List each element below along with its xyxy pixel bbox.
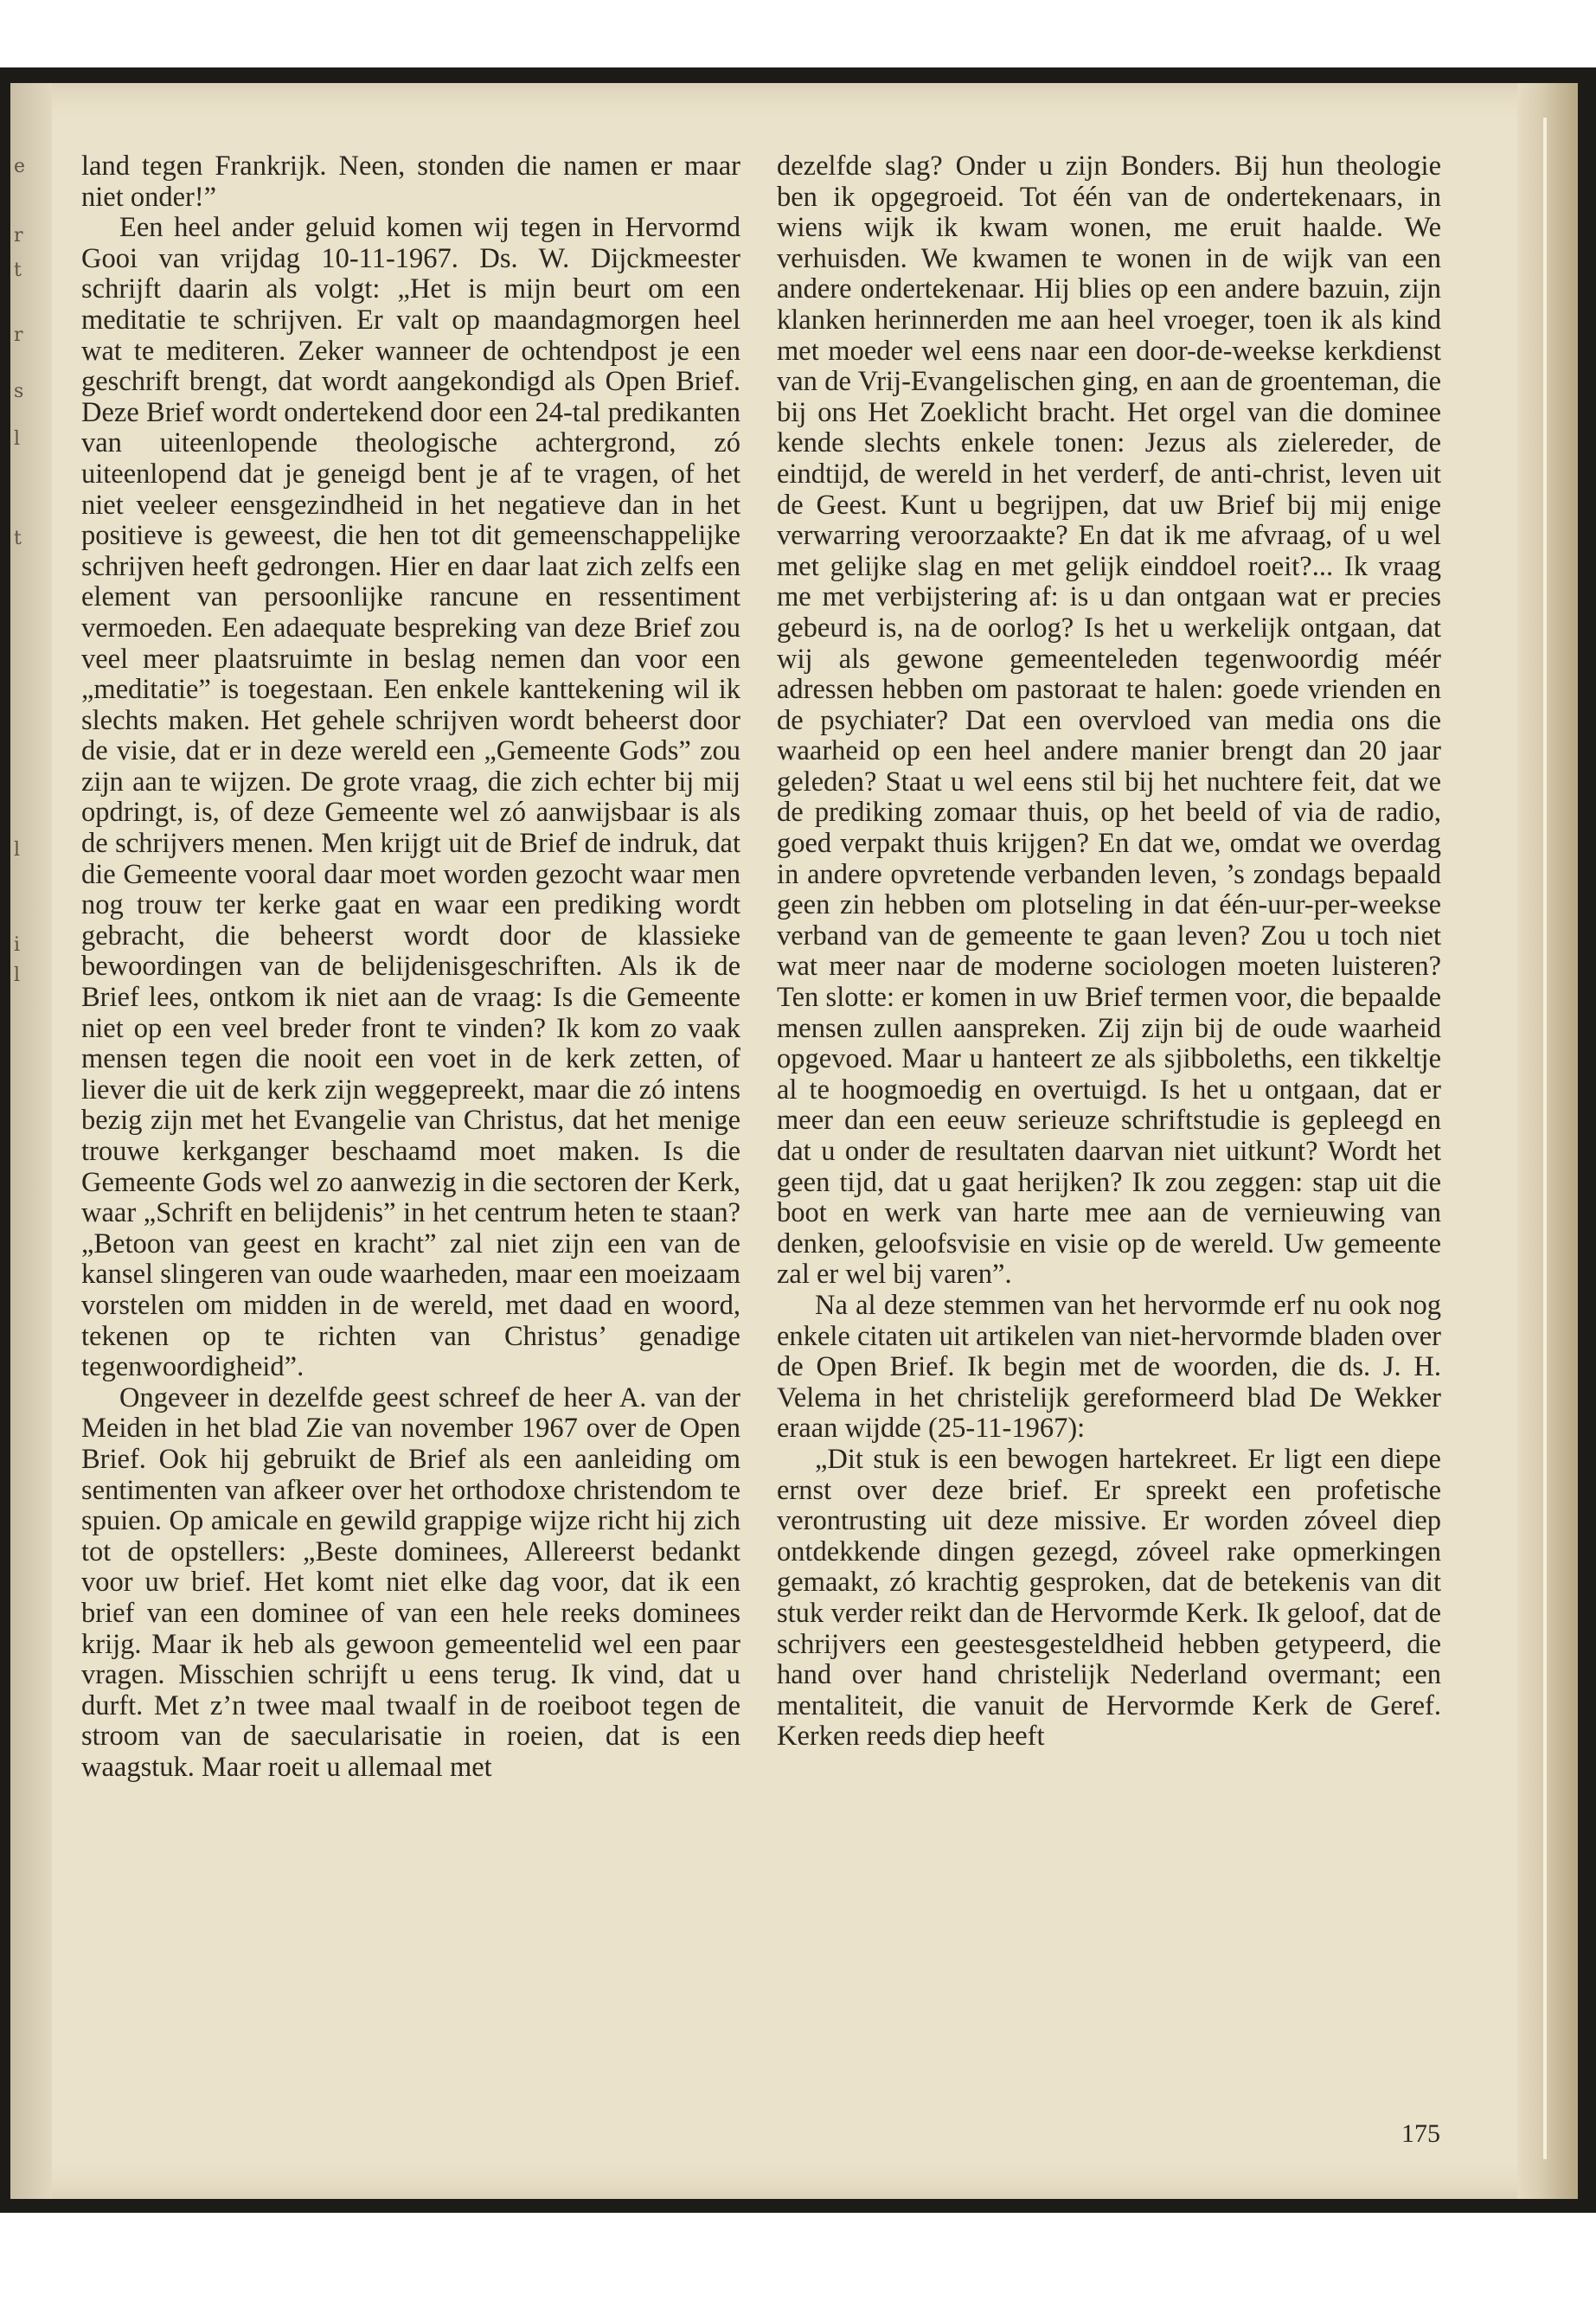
page-number: 175 (1401, 2119, 1440, 2148)
edge-fragment: r (14, 324, 23, 346)
edge-fragment: e (14, 156, 26, 177)
right-text-column (777, 151, 1441, 1753)
edge-fragment: t (14, 260, 22, 281)
paragraph: land tegen Frankrijk. Neen, stonden die namen er maar niet onder!” (81, 151, 740, 213)
left-text-column (81, 151, 740, 1783)
edge-fragment: r (14, 225, 23, 247)
edge-fragment: l (14, 965, 21, 986)
paragraph: „Dit stuk is een bewogen hartekreet. Er ligt een diepe ernst over deze brief. Er spreekt een profetische verontrusting uit deze missive. Er worden zóveel diep ontdekkende dingen gezegd, zóveel rake opmerkingen gemaakt, zó krachtig gesproken, dat de betekenis van dit stuk verder reikt dan de Hervormde Kerk. Ik geloof, dat de schrijvers een geestesgesteldheid hebben getypeerd, die hand over hand christelijk Nederland overmant; een mentaliteit, die vanuit de Hervormde Kerk de Geref. Kerken reeds diep heeft (777, 1443, 1441, 1753)
edge-fragment: l (14, 428, 21, 450)
paragraph: dezelfde slag? Onder u zijn Bonders. Bij hun theologie ben ik opgegroeid. Tot één van de ondertekenaars, in wiens wijk ik kwam wonen, me eruit haalde. We verhuisden. We kwamen te wonen in de wijk van een andere ondertekenaar. Hij blies op een andere bazuin, zijn klanken herinnerden me aan heel vroeger, toen ik als kind met moeder wel eens naar een door-de-weekse kerkdienst van de Vrij-Evangelischen ging, en aan de groenteman, die bij ons Het Zoeklicht bracht. Het orgel van die dominee kende slechts enkele tonen: Jezus als zielereder, de eindtijd, de wereld in het verderf, de anti-christ, leven uit de Geest. Kunt u begrijpen, dat uw Brief bij mij enige verwarring veroorzaakte? En dat ik me afvraag, of u wel met gelijke slag en met gelijk einddoel roeit?... Ik vraag me met verbijstering af: is u dan ontgaan wat er precies gebeurd is, na de oorlog? Is het u werkelijk ontgaan, dat wij als gewone gemeenteleden tegenwoordig méér adressen hebben om pastoraat te halen: goede vrienden en de psychiater? Dat een overvloed van media ons die waarheid op een heel andere manier brengt dan 20 jaar geleden? Staat u wel eens stil bij het nuchtere feit, dat we de prediking zomaar thuis, op het beeld of via de radio, goed verpakt thuis krijgen? En dat we, omdat we overdag in andere opvretende verbanden leven, ’s zondags bepaald geen zin hebben om plotseling in dat één-uur-per-weekse verband van de gemeente te gaan leven? Zou u toch niet wat meer naar de moderne sociologen moeten luisteren? Ten slotte: er komen in uw Brief termen voor, die bepaalde mensen zullen aanspreken. Zij zijn bij de oude waarheid opgevoed. Maar u hanteert ze als sjibboleths, een tikkeltje al te hoogmoedig en overtuigd. Is het u ontgaan, dat er meer dan een eeuw serieuze schriftstudie is gepleegd en dat u onder de resultaten daarvan niet uitkunt? Wordt het geen tijd, dat u gaat herijken? Ik zou zeggen: stap uit die boot en werk van harte mee aan de vernieuwing van denken, geloofsvisie en visie op de wereld. Uw gemeente zal er wel bij varen”. (777, 151, 1441, 1291)
edge-fragment: s (14, 381, 24, 402)
paragraph: Een heel ander geluid komen wij tegen in Hervormd Gooi van vrijdag 10-11-1967. Ds. W. Dijckmeester schrijft daarin als volgt: „Het is mijn beurt om een meditatie te schrijven. Er valt op maandagmorgen heel wat te mediteren. Zeker wanneer de ochtendpost je een geschrift brengt, dat wordt aangekondigd als Open Brief. Deze Brief wordt ondertekend door een 24-tal predikanten van uiteenlopende theologische achtergrond, zó uiteenlopend dat je geneigd bent je af te vragen, of het niet veeleer eensgezindheid in het negatieve dan in het positieve is geweest, die hen tot dit gemeenschappelijke schrijven heeft gedrongen. Hier en daar laat zich zelfs een element van persoonlijke rancune en ressentiment vermoeden. Een adaequate bespreking van deze Brief zou veel meer plaatsruimte in beslag nemen dan voor een „meditatie” is toegestaan. Een enkele kanttekening wil ik slechts maken. Het gehele schrijven wordt beheerst door de visie, dat er in deze wereld een „Gemeente Gods” zou zijn aan te wijzen. De grote vraag, die zich echter bij mij opdringt, is, of deze Gemeente wel zó aanwijsbaar is als de schrijvers menen. Men krijgt uit de Brief de indruk, dat die Gemeente vooral daar moet worden gezocht waar men nog trouw ter kerke gaat en waar een prediking wordt gebracht, die beheerst wordt door de klassieke bewoordingen van de belijdenisgeschriften. Als ik de Brief lees, ontkom ik niet aan de vraag: Is die Gemeente niet op een veel breder front te vinden? Ik kom zo vaak mensen tegen die nooit een voet in de kerk zetten, of liever die uit de kerk zijn weggepreekt, maar die zó intens bezig zijn met het Evangelie van Christus, dat het menige trouwe kerkganger beschaamd moet maken. Is die Gemeente Gods wel zo aanwezig in die sectoren der Kerk, waar „Schrift en belijdenis” in het centrum heten te staan? „Betoon van geest en kracht” zal niet zijn een van de kansel slingeren van oude waarheden, maar een moeizaam vorstelen om midden in de wereld, met daad en woord, tekenen op te richten van Christus’ genadige tegenwoordigheid”. (81, 212, 740, 1383)
edge-fragment: l (14, 839, 21, 861)
edge-fragment: t (14, 528, 22, 549)
edge-fragment: i (14, 934, 21, 956)
page-edge-binding (1517, 83, 1578, 2199)
facing-page-edge (14, 130, 31, 1168)
paragraph: Ongeveer in dezelfde geest schreef de heer A. van der Meiden in het blad Zie van november 1967 over de Open Brief. Ook hij gebruikt de Brief als een aanleiding om sentimenten van afkeer over het orthodoxe christendom te spuien. Op amicale en gewild grappige wijze richt hij zich tot de opstellers: „Beste dominees, Allereerst bedankt voor uw brief. Het komt niet elke dag voor, dat ik een brief van een dominee of van een hele reeks dominees krijg. Maar ik heb als gewoon gemeentelid wel een paar vragen. Misschien schrijft u eens terug. Ik vind, dat u durft. Met z’n twee maal twaalf in de roeiboot tegen de stroom van de saecularisatie in roeien, dat is een waagstuk. Maar roeit u allemaal met (81, 1381, 740, 1783)
paragraph: Na al deze stemmen van het hervormde erf nu ook nog enkele citaten uit artikelen van niet-hervormde bladen over de Open Brief. Ik begin met de woorden, die ds. J. H. Velema in het christelijk gereformeerd blad De Wekker eraan wijdde (25-11-1967): (777, 1289, 1441, 1445)
